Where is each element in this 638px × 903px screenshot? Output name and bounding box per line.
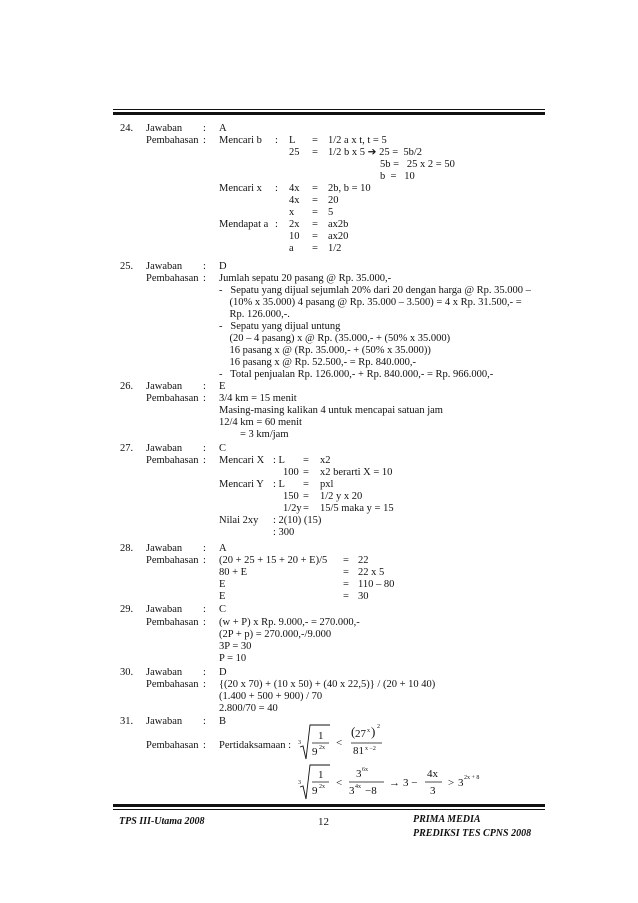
q24-jawaban-label: Jawaban bbox=[146, 123, 183, 134]
q28-number: 28. bbox=[120, 543, 134, 554]
q27-cell: x2 berarti X = 10 bbox=[320, 467, 393, 478]
q27-cell: Nilai 2xy bbox=[219, 515, 259, 526]
q29-number: 29. bbox=[120, 604, 134, 615]
base-27: 27 bbox=[355, 728, 366, 740]
q31-formula-2 bbox=[296, 763, 506, 804]
q30-line: (1.400 + 500 + 900) / 70 bbox=[219, 691, 323, 702]
q29-line: (w + P) x Rp. 9.000,- = 270.000,- bbox=[219, 617, 360, 628]
q24-answer: A bbox=[219, 123, 227, 134]
q29-line: (2P + p) = 270.000,-/9.000 bbox=[219, 629, 332, 640]
q25-line: - Sepatu yang dijual untung bbox=[219, 321, 341, 332]
q30-pembahasan-colon: : bbox=[203, 679, 206, 690]
q24-cell: : bbox=[275, 135, 278, 146]
q27-cell: 150 bbox=[283, 491, 299, 502]
q27-cell: : 2(10) (15) bbox=[273, 515, 322, 526]
q28-cell: = bbox=[343, 567, 349, 578]
denominator-nine-2: 9 bbox=[312, 785, 318, 797]
q27-cell: = bbox=[303, 479, 309, 490]
right-paren: ) bbox=[371, 724, 376, 739]
q24-cell: = bbox=[312, 147, 318, 158]
numerator-4x: 4x bbox=[427, 768, 438, 780]
q27-cell: = bbox=[303, 455, 309, 466]
greater-than: > bbox=[448, 777, 455, 789]
q24-cell: ax2b bbox=[328, 219, 349, 230]
q28-answer: A bbox=[219, 543, 227, 554]
base-3-den: 3 bbox=[349, 785, 355, 797]
q27-number: 27. bbox=[120, 443, 134, 454]
q29-pembahasan-colon: : bbox=[203, 617, 206, 628]
q31-jawaban-label: Jawaban bbox=[146, 716, 183, 727]
q28-pembahasan-colon: : bbox=[203, 555, 206, 566]
q26-line: 12/4 km = 60 menit bbox=[219, 417, 302, 428]
top-rule-thin bbox=[113, 109, 545, 110]
q24-cell: = bbox=[312, 195, 318, 206]
q31-jawaban-colon: : bbox=[203, 716, 206, 727]
q28-pembahasan-label: Pembahasan bbox=[146, 555, 199, 566]
q25-line: - Total penjualan Rp. 126.000,- + Rp. 840.000,- = Rp. 966.000,- bbox=[219, 369, 494, 380]
base-81: 81 bbox=[353, 745, 364, 757]
q25-line: 16 pasang x @ Rp. 52.500,- = Rp. 840.000,- bbox=[219, 357, 416, 368]
q28-cell: E bbox=[219, 591, 226, 602]
q25-line: Rp. 126.000,-. bbox=[219, 309, 290, 320]
q27-cell: : L bbox=[273, 479, 285, 490]
q25-pembahasan-colon: : bbox=[203, 273, 206, 284]
q26-line: 3/4 km = 15 menit bbox=[219, 393, 297, 404]
q31-answer: B bbox=[219, 716, 227, 727]
denominator-3: 3 bbox=[430, 785, 436, 797]
q25-answer: D bbox=[219, 261, 227, 272]
q24-cell: a bbox=[289, 243, 294, 254]
q24-cell: 5 bbox=[328, 207, 334, 218]
exp-x: x bbox=[367, 728, 370, 734]
numerator-one: 1 bbox=[318, 730, 324, 742]
footer-book-title: PREDIKSI TES CPNS 2008 bbox=[413, 828, 532, 839]
exp-x-minus-2: x −2 bbox=[365, 746, 376, 752]
q29-line: P = 10 bbox=[219, 653, 247, 664]
q27-cell: x2 bbox=[320, 455, 331, 466]
minus-8: −8 bbox=[365, 785, 377, 797]
q28-cell: = bbox=[343, 591, 349, 602]
q27-jawaban-colon: : bbox=[203, 443, 206, 454]
q30-jawaban-label: Jawaban bbox=[146, 667, 183, 678]
q28-cell: = bbox=[343, 555, 349, 566]
base-3-right: 3 bbox=[458, 777, 464, 789]
q24-cell: = bbox=[312, 135, 318, 146]
q25-line: (20 – 4 pasang) x @ Rp. (35.000,- + (50% x 35.000) bbox=[219, 333, 451, 344]
q24-cell: 10 bbox=[289, 231, 300, 242]
three-minus: 3 − bbox=[403, 777, 418, 789]
footer-right bbox=[413, 813, 531, 841]
numerator-one-2: 1 bbox=[318, 769, 324, 781]
q30-pembahasan-label: Pembahasan bbox=[146, 679, 199, 690]
q27-cell: = bbox=[303, 467, 309, 478]
bottom-rule-thin bbox=[113, 809, 545, 810]
footer-left-title: TPS III-Utama 2008 bbox=[119, 816, 205, 827]
q24-cell: b = 10 bbox=[380, 171, 415, 182]
q24-cell: = bbox=[312, 183, 318, 194]
q26-line: Masing-masing kalikan 4 untuk mencapai satuan jam bbox=[219, 405, 443, 416]
q24-cell: L bbox=[289, 135, 296, 146]
q27-cell: 1/2y bbox=[283, 503, 302, 514]
exp-2x-2: 2x bbox=[319, 784, 325, 790]
q31-intro: Pertidaksamaan : bbox=[219, 740, 292, 751]
q24-pembahasan-label: Pembahasan bbox=[146, 135, 199, 146]
q24-cell: 2x bbox=[289, 219, 300, 230]
less-than: < bbox=[336, 737, 343, 749]
q26-number: 26. bbox=[120, 381, 134, 392]
q28-cell: 22 x 5 bbox=[358, 567, 385, 578]
q27-cell: pxl bbox=[320, 479, 334, 490]
q28-cell: 80 + E bbox=[219, 567, 248, 578]
q26-answer: E bbox=[219, 381, 226, 392]
q26-pembahasan-label: Pembahasan bbox=[146, 393, 199, 404]
q24-cell: = bbox=[312, 207, 318, 218]
q24-cell: = bbox=[312, 243, 318, 254]
q28-jawaban-colon: : bbox=[203, 543, 206, 554]
q25-jawaban-colon: : bbox=[203, 261, 206, 272]
exp-6x: 6x bbox=[362, 767, 368, 773]
q24-cell: : bbox=[275, 183, 278, 194]
q24-cell: 5b = 25 x 2 = 50 bbox=[380, 159, 455, 170]
q28-cell: = bbox=[343, 579, 349, 590]
q24-cell: 4x bbox=[289, 183, 300, 194]
q27-cell: Mencari X bbox=[219, 455, 265, 466]
q27-cell: : L bbox=[273, 455, 285, 466]
top-rule-thick bbox=[113, 112, 545, 115]
q27-cell: 15/5 maka y = 15 bbox=[320, 503, 394, 514]
q27-pembahasan-colon: : bbox=[203, 455, 206, 466]
q25-line: Jumlah sepatu 20 pasang @ Rp. 35.000,- bbox=[219, 273, 392, 284]
q28-cell: 110 – 80 bbox=[358, 579, 395, 590]
q28-cell: (20 + 25 + 15 + 20 + E)/5 bbox=[219, 555, 328, 566]
q24-number: 24. bbox=[120, 123, 134, 134]
q28-cell: 30 bbox=[358, 591, 369, 602]
q24-cell: = bbox=[312, 231, 318, 242]
q24-cell: 2b, b = 10 bbox=[328, 183, 371, 194]
q27-cell: Mencari Y bbox=[219, 479, 264, 490]
exp-2x: 2x bbox=[319, 745, 325, 751]
bottom-rule-thick bbox=[113, 804, 545, 807]
q30-line: {(20 x 70) + (10 x 50) + (40 x 22,5)} / (20 + 10 40) bbox=[219, 679, 436, 690]
q30-jawaban-colon: : bbox=[203, 667, 206, 678]
q27-cell: : 300 bbox=[273, 527, 295, 538]
q27-cell: 1/2 y x 20 bbox=[320, 491, 363, 502]
q24-pembahasan-colon: : bbox=[203, 135, 206, 146]
q24-cell: Mencari b bbox=[219, 135, 262, 146]
q31-formula-1 bbox=[296, 722, 386, 765]
footer-publisher: PRIMA MEDIA bbox=[413, 814, 481, 825]
q29-line: 3P = 30 bbox=[219, 641, 252, 652]
q24-cell: ax20 bbox=[328, 231, 349, 242]
q28-jawaban-label: Jawaban bbox=[146, 543, 183, 554]
exp-2x-plus-8: 2x + 8 bbox=[464, 775, 480, 781]
q25-line: 16 pasang x @ (Rp. 35.000,- + (50% x 35.000)) bbox=[219, 345, 431, 356]
q31-number: 31. bbox=[120, 716, 134, 727]
q31-pembahasan-colon: : bbox=[203, 740, 206, 751]
exp-4x: 4x bbox=[355, 784, 361, 790]
q29-jawaban-colon: : bbox=[203, 604, 206, 615]
q24-cell: x bbox=[289, 207, 295, 218]
q27-jawaban-label: Jawaban bbox=[146, 443, 183, 454]
q24-cell: : bbox=[275, 219, 278, 230]
q26-line: = 3 km/jam bbox=[219, 429, 289, 440]
q24-cell: 1/2 bbox=[328, 243, 342, 254]
q29-pembahasan-label: Pembahasan bbox=[146, 617, 199, 628]
q25-line: - Sepatu yang dijual sejumlah 20% dari 20 dengan harga @ Rp. 35.000 – bbox=[219, 285, 531, 296]
q24-cell: 1/2 a x t, t = 5 bbox=[328, 135, 387, 146]
page-number: 12 bbox=[318, 816, 329, 828]
q24-cell: 20 bbox=[328, 195, 339, 206]
q25-line: (10% x 35.000) 4 pasang @ Rp. 35.000 – 3.500) = 4 x Rp. 31.500,- = bbox=[219, 297, 522, 308]
q27-cell: = bbox=[303, 503, 309, 514]
q24-cell: 25 bbox=[289, 147, 300, 158]
q30-answer: D bbox=[219, 667, 227, 678]
arrow: → bbox=[389, 777, 400, 789]
exp-square: 2 bbox=[377, 724, 380, 730]
q24-cell: Mencari x bbox=[219, 183, 262, 194]
q29-answer: C bbox=[219, 604, 227, 615]
q24-cell: Mendapat a bbox=[219, 219, 269, 230]
base-3: 3 bbox=[356, 768, 362, 780]
q30-number: 30. bbox=[120, 667, 134, 678]
q30-line: 2.800/70 = 40 bbox=[219, 703, 278, 714]
q27-cell: 100 bbox=[283, 467, 299, 478]
q27-answer: C bbox=[219, 443, 227, 454]
q28-cell: 22 bbox=[358, 555, 369, 566]
q28-cell: E bbox=[219, 579, 226, 590]
less-than-2: < bbox=[336, 777, 343, 789]
left-paren: ( bbox=[351, 724, 356, 739]
q27-cell: = bbox=[303, 491, 309, 502]
q26-jawaban-label: Jawaban bbox=[146, 381, 183, 392]
denominator-nine: 9 bbox=[312, 746, 318, 758]
q26-pembahasan-colon: : bbox=[203, 393, 206, 404]
root-index-2: 3 bbox=[298, 780, 301, 786]
q26-jawaban-colon: : bbox=[203, 381, 206, 392]
q24-jawaban-colon: : bbox=[203, 123, 206, 134]
q29-jawaban-label: Jawaban bbox=[146, 604, 183, 615]
q24-cell: 1/2 b x 5 ➔ 25 = 5b/2 bbox=[328, 147, 423, 158]
q31-pembahasan-label: Pembahasan bbox=[146, 740, 199, 751]
root-index: 3 bbox=[298, 740, 301, 746]
q24-cell: = bbox=[312, 219, 318, 230]
q25-pembahasan-label: Pembahasan bbox=[146, 273, 199, 284]
q25-jawaban-label: Jawaban bbox=[146, 261, 183, 272]
q25-number: 25. bbox=[120, 261, 134, 272]
q27-pembahasan-label: Pembahasan bbox=[146, 455, 199, 466]
q24-cell: 4x bbox=[289, 195, 300, 206]
